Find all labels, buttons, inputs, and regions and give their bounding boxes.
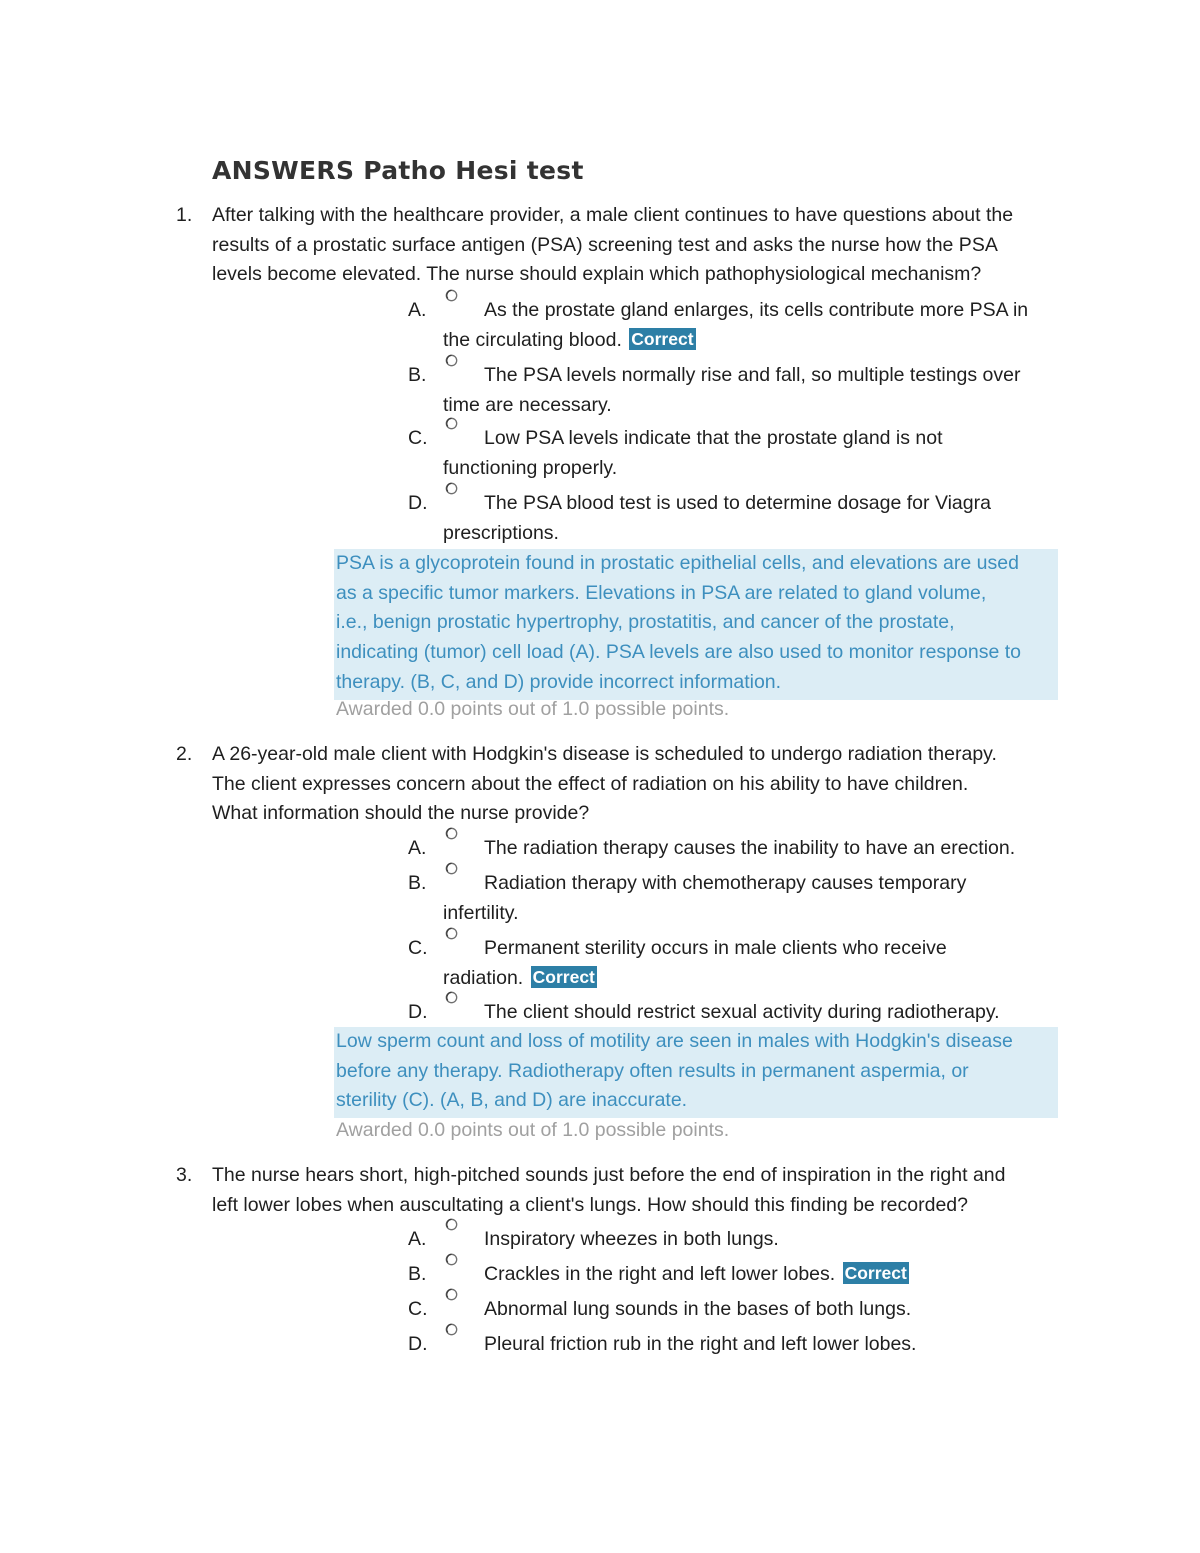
option-text — [443, 296, 1073, 355]
option-line: The PSA blood test is used to determine dosage for Viagra — [484, 492, 991, 514]
option-text — [443, 489, 1073, 548]
explanation-line: indicating (tumor) cell load (A). PSA levels are also used to monitor response to — [336, 641, 1021, 664]
option-text — [443, 1295, 1073, 1325]
question-number: 2. — [176, 743, 193, 765]
option-line: time are necessary. — [443, 393, 612, 416]
option-text — [443, 1260, 1073, 1290]
document-title: ANSWERS Patho Hesi test — [212, 156, 584, 185]
explanation-line: sterility (C). (A, B, and D) are inaccurate. — [336, 1089, 688, 1112]
option-line: Permanent sterility occurs in male clients who receive — [484, 937, 947, 959]
question-line: The nurse hears short, high-pitched sounds just before the end of inspiration in the right and — [212, 1164, 1006, 1186]
option-letter: A. — [408, 837, 427, 859]
option-letter: C. — [408, 1298, 428, 1320]
option-text — [443, 1330, 1073, 1360]
question-line: levels become elevated. The nurse should explain which pathophysiological mechanism? — [212, 263, 982, 286]
option-line: Pleural friction rub in the right and left lower lobes. — [484, 1333, 917, 1355]
option-line: Low PSA levels indicate that the prostate gland is not — [484, 427, 943, 449]
option-letter: D. — [408, 1001, 428, 1023]
option-letter: C. — [408, 427, 428, 449]
option-line: The PSA levels normally rise and fall, so multiple testings over — [484, 364, 1021, 386]
explanation-line: Low sperm count and loss of motility are seen in males with Hodgkin's disease — [336, 1030, 1013, 1052]
correct-badge: Correct — [631, 328, 694, 349]
question-text — [212, 1161, 1072, 1220]
option-text — [443, 834, 1073, 864]
explanation-line: i.e., benign prostatic hypertrophy, prostatitis, and cancer of the prostate, — [336, 611, 955, 634]
option-line: As the prostate gland enlarges, its cells contribute more PSA in — [484, 299, 1029, 321]
question-line: A 26-year-old male client with Hodgkin's disease is scheduled to undergo radiation therapy. — [212, 743, 997, 765]
correct-badge: Correct — [532, 966, 595, 987]
option-letter: B. — [408, 1263, 427, 1285]
question-number: 1. — [176, 204, 193, 226]
option-line: functioning properly. — [443, 456, 618, 479]
option-line-last — [443, 326, 1073, 356]
option-text — [443, 1225, 1073, 1255]
correct-badge: Correct — [844, 1263, 907, 1283]
option-line: Crackles in the right and left lower lobes. — [484, 1263, 836, 1285]
option-text — [443, 424, 1073, 483]
question-line: After talking with the healthcare provider, a male client continues to have questions about the — [212, 204, 1014, 226]
question-line: What information should the nurse provide? — [212, 802, 590, 825]
option-letter: B. — [408, 872, 427, 894]
question-text — [212, 740, 1072, 829]
question-text — [212, 201, 1072, 290]
explanation-line: therapy. (B, C, and D) provide incorrect information. — [336, 670, 782, 693]
option-line: radiation. — [443, 966, 524, 989]
awarded-points: Awarded 0.0 points out of 1.0 possible points. — [336, 698, 730, 720]
option-text — [443, 934, 1073, 993]
question-line: results of a prostatic surface antigen (PSA) screening test and asks the nurse how the PSA — [212, 233, 998, 256]
option-letter: B. — [408, 364, 427, 386]
explanation-line: PSA is a glycoprotein found in prostatic epithelial cells, and elevations are used — [336, 552, 1019, 574]
option-letter: A. — [408, 1228, 427, 1250]
option-line: Radiation therapy with chemotherapy causes temporary — [484, 872, 967, 894]
explanation-line: before any therapy. Radiotherapy often results in permanent aspermia, or — [336, 1059, 969, 1082]
explanation-box — [334, 1027, 1058, 1118]
option-line: the circulating blood. — [443, 328, 622, 351]
option-text — [443, 361, 1073, 420]
question-line: The client expresses concern about the effect of radiation on his ability to have children. — [212, 772, 969, 795]
question-line: left lower lobes when auscultating a client's lungs. How should this finding be recorded? — [212, 1193, 968, 1216]
option-letter: C. — [408, 937, 428, 959]
question-number: 3. — [176, 1164, 193, 1186]
option-line: Abnormal lung sounds in the bases of both lungs. — [484, 1298, 912, 1320]
option-text — [443, 869, 1073, 928]
awarded-points: Awarded 0.0 points out of 1.0 possible points. — [336, 1119, 730, 1141]
option-letter: A. — [408, 299, 427, 321]
option-line: The client should restrict sexual activity during radiotherapy. — [484, 1001, 1000, 1023]
option-line: prescriptions. — [443, 521, 559, 544]
explanation-line: as a specific tumor markers. Elevations in PSA are related to gland volume, — [336, 581, 987, 604]
explanation-box — [334, 549, 1058, 700]
option-line: Inspiratory wheezes in both lungs. — [484, 1228, 779, 1250]
option-line-last — [443, 964, 1073, 994]
option-text — [443, 998, 1073, 1028]
option-line: infertility. — [443, 901, 519, 924]
option-line-last — [443, 1260, 1073, 1290]
option-line: The radiation therapy causes the inability to have an erection. — [484, 837, 1016, 859]
option-letter: D. — [408, 492, 428, 514]
option-letter: D. — [408, 1333, 428, 1355]
